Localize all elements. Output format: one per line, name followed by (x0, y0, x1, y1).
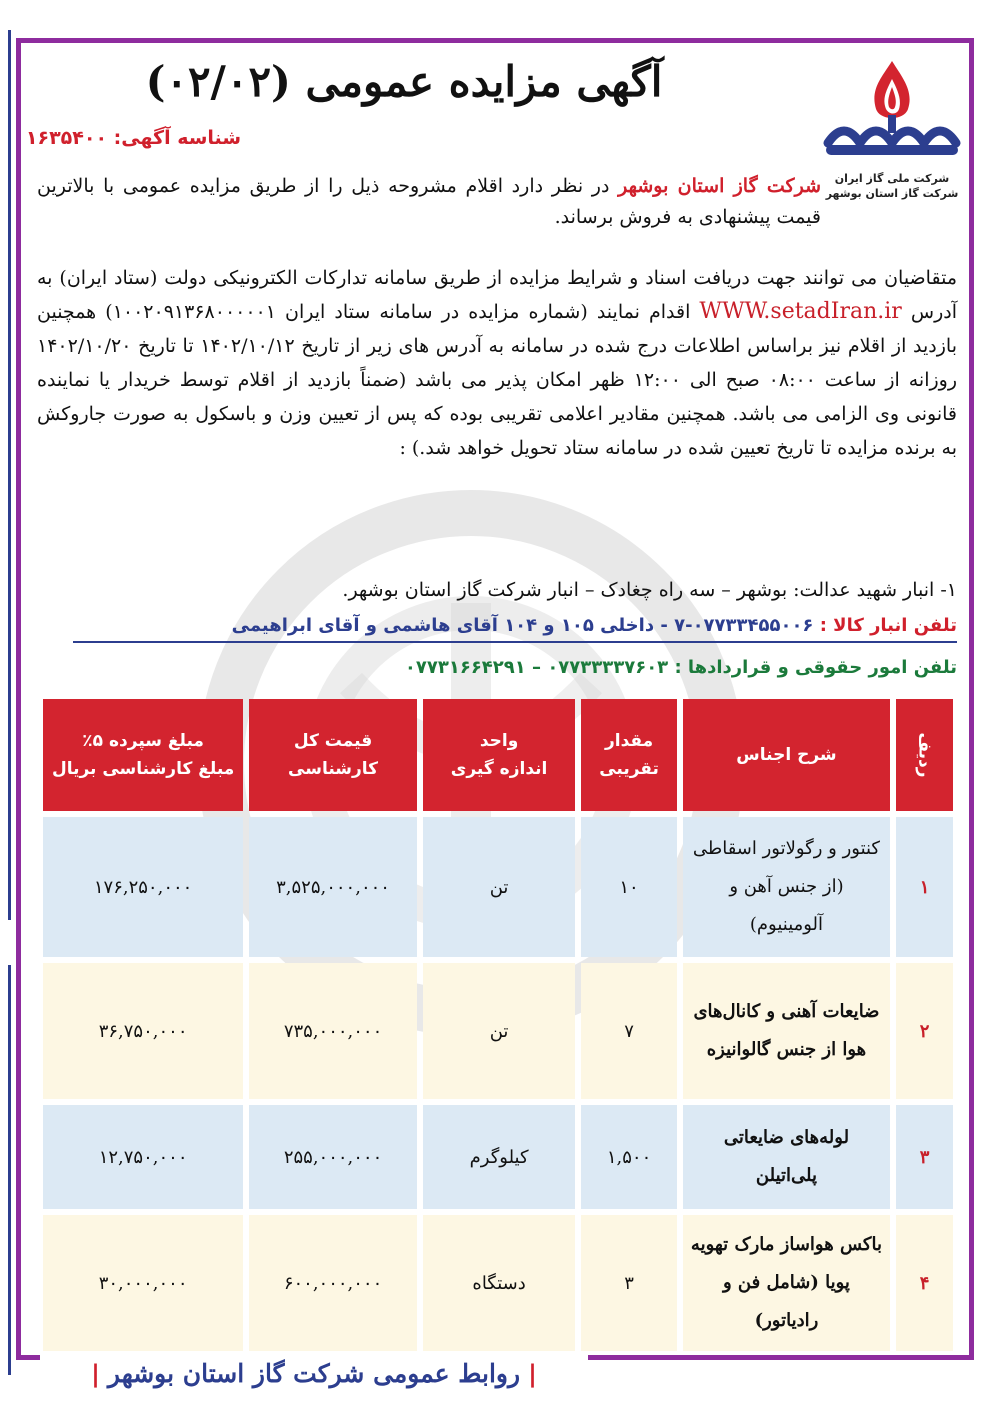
warehouse-address: ۱- انبار شهید عدالت: بوشهر – سه راه چغادک – انبار شرکت گاز استان بوشهر. (342, 579, 957, 601)
table-row (43, 1215, 953, 1351)
body-paragraph (37, 261, 957, 465)
company-name: شرکت گاز استان بوشهر (618, 175, 821, 197)
row-unit: دستگاه (423, 1215, 575, 1351)
company-logo (821, 57, 963, 201)
row-num: ۱ (896, 817, 953, 957)
row-deposit: ۱۷۶,۲۵۰,۰۰۰ (43, 817, 243, 957)
items-table (37, 693, 959, 1357)
ad-id: شناسه آگهی: ۱۶۳۵۴۰۰ (25, 127, 241, 149)
header-deposit-line1: مبلغ سپرده ۵٪ (82, 731, 204, 751)
header-unit (423, 699, 575, 811)
header-qty-line2: تقریبی (599, 759, 659, 779)
table-row (43, 1105, 953, 1209)
row-qty: ۱۰ (581, 817, 677, 957)
header-price (249, 699, 417, 811)
table-row (43, 817, 953, 957)
header-qty-line1: مقدار (604, 731, 654, 751)
header-desc: شرح اجناس (683, 699, 890, 811)
logo-caption-nigc: شرکت ملی گاز ایران (834, 172, 950, 185)
footer-bar-left: | (91, 1360, 100, 1388)
row-unit: تن (423, 963, 575, 1099)
row-deposit: ۱۲,۷۵۰,۰۰۰ (43, 1105, 243, 1209)
row-desc: لوله‌های ضایعاتی پلی‌اتیلن (683, 1105, 890, 1209)
row-unit: کیلوگرم (423, 1105, 575, 1209)
table-header-row (43, 699, 953, 811)
website-link[interactable]: WWW.setadIran.ir (699, 299, 902, 324)
row-unit: تن (423, 817, 575, 957)
header-unit-line2: اندازه گیری (450, 759, 548, 779)
row-qty: ۱,۵۰۰ (581, 1105, 677, 1209)
left-margin-rule-top (8, 30, 11, 920)
row-num: ۴ (896, 1215, 953, 1351)
table-row (43, 963, 953, 1099)
header-qty (581, 699, 677, 811)
notice-frame (16, 38, 974, 1360)
row-desc: باکس هواساز مارک تهویه پویا (شامل فن و رادیاتور) (683, 1215, 890, 1351)
warehouse-phone-value: ۰۷۷۳۳۴۵۵۰۰۶-۷ - داخلی ۱۰۵ و ۱۰۴ آقای هاشمی و آقای ابراهیمی (231, 615, 814, 636)
header-num-label: ردیف (914, 732, 935, 778)
footer-signature (40, 1352, 588, 1396)
gas-flame-logo-icon (822, 57, 962, 167)
row-qty: ۷ (581, 963, 677, 1099)
intro-paragraph (37, 171, 821, 233)
left-margin-rule-bottom (8, 965, 11, 1375)
body-text-part1: متقاضیان می توانند جهت دریافت اسناد و شرایط مزایده از طریق سامانه تدارکات الکترونیکی دولت (ستاد ایران) به آدرس (37, 267, 957, 323)
row-deposit: ۳۶,۷۵۰,۰۰۰ (43, 963, 243, 1099)
row-deposit: ۳۰,۰۰۰,۰۰۰ (43, 1215, 243, 1351)
header-price-line1: قیمت کل (293, 731, 373, 751)
header-unit-line1: واحد (479, 731, 519, 751)
header-deposit-line2: مبلغ کارشناسی بریال (51, 759, 235, 779)
row-desc: کنتور و رگولاتور اسقاطی (از جنس آهن و آلومینیوم) (683, 817, 890, 957)
row-desc: ضایعات آهنی و کانال‌های هوا از جنس گالوانیزه (683, 963, 890, 1099)
row-num: ۲ (896, 963, 953, 1099)
row-price: ۲۵۵,۰۰۰,۰۰۰ (249, 1105, 417, 1209)
page-title: آگهی مزایده عمومی (۰۲/۰۲) (145, 57, 663, 106)
logo-caption-bushehr: شرکت گاز استان بوشهر (825, 187, 959, 200)
header-num (896, 699, 953, 811)
row-price: ۷۳۵,۰۰۰,۰۰۰ (249, 963, 417, 1099)
warehouse-phone-label: تلفن انبار کالا : (819, 615, 957, 636)
row-num: ۳ (896, 1105, 953, 1209)
row-price: ۶۰۰,۰۰۰,۰۰۰ (249, 1215, 417, 1351)
body-text-part2: اقدام نمایند (شماره مزایده در سامانه ستاد ایران ۱۰۰۲۰۹۱۳۶۸۰۰۰۰۰۱) همچنین بازدید از اقلام نیز براساس اطلاعات درج شده در سامانه به آدرس های زیر از تاریخ ۱۴۰۲/۱۰/۱۲ تا تاریخ ۱۴۰۲/۱۰/۲۰ روزانه از ساعت ۰۸:۰۰ صبح الی ۱۲:۰۰ ظهر امکان پذیر می باشد (ضمناً بازدید از اقلام توسط خریدار یا نماینده قانونی وی الزامی می باشد. همچنین مقادیر اعلامی تقریبی بوده که پس از تعیین وزن و باسکول به صورت جاروکش به برنده مزایده تا تاریخ تعیین شده در سامانه ستاد تحویل خواهد شد.) : (37, 301, 958, 459)
footer-text: روابط عمومی شرکت گاز استان بوشهر (107, 1359, 521, 1388)
header-price-line2: کارشناسی (288, 759, 379, 779)
legal-phone: تلفن امور حقوقی و قراردادها : ۰۷۷۳۳۳۳۷۶۰۳ – ۰۷۷۳۱۶۶۴۲۹۱ (404, 657, 957, 678)
row-qty: ۳ (581, 1215, 677, 1351)
intro-text: در نظر دارد اقلام مشروحه ذیل را از طریق مزایده عمومی با بالاترین قیمت پیشنهادی به فروش برساند. (37, 175, 821, 228)
footer-bar-right: | (528, 1360, 537, 1388)
warehouse-phone (73, 611, 957, 643)
row-price: ۳,۵۲۵,۰۰۰,۰۰۰ (249, 817, 417, 957)
header-deposit (43, 699, 243, 811)
